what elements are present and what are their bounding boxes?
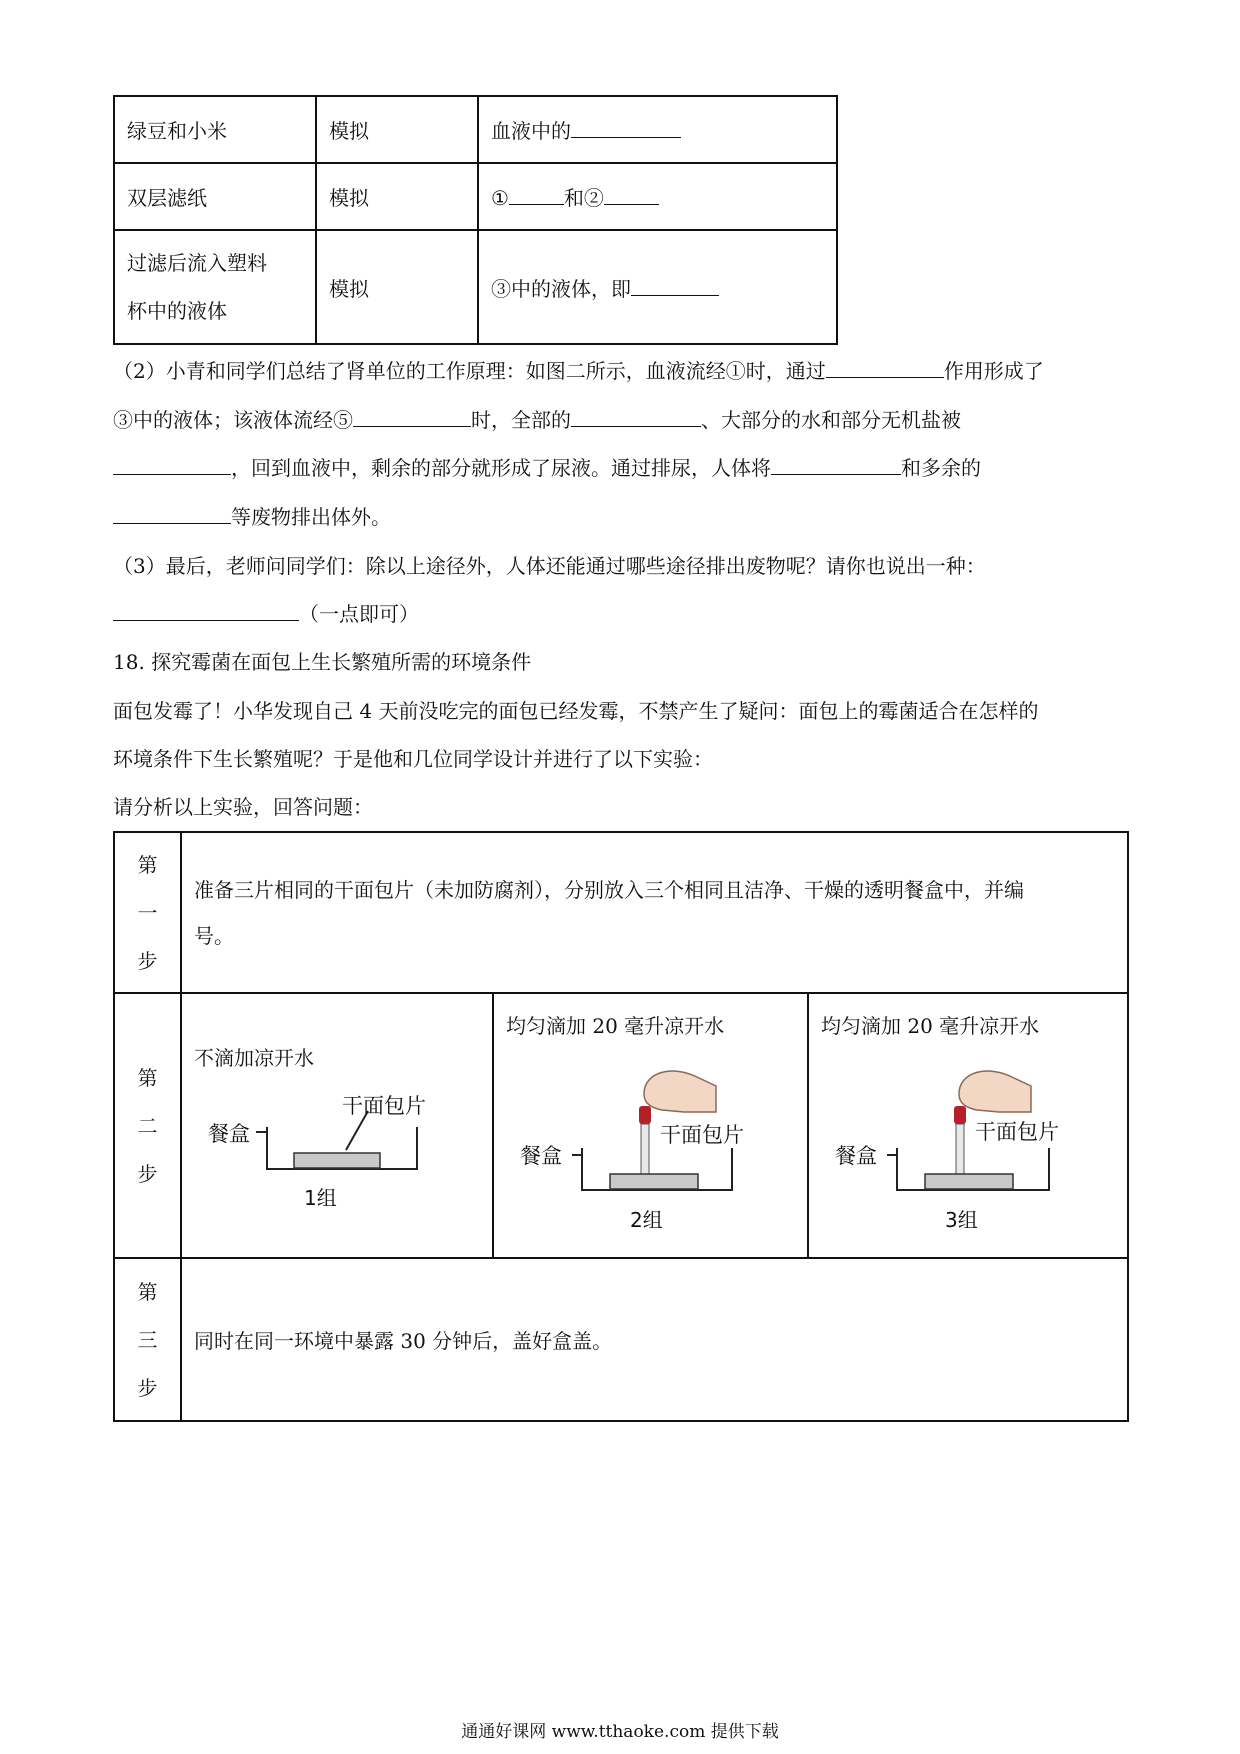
bread-label: 干面包片 <box>975 1120 1059 1144</box>
step-3-content: 同时在同一环境中暴露 30 分钟后，盖好盒盖。 <box>181 1258 1128 1421</box>
dry-bread-slice <box>610 1174 698 1189</box>
q3-line-2: （一点即可） <box>113 600 419 628</box>
bread-label: 干面包片 <box>660 1123 744 1147</box>
hand-icon <box>959 1071 1031 1112</box>
answer-blank[interactable] <box>113 600 299 621</box>
footer-watermark: 通通好课网 www.tthaoke.com 提供下载 <box>461 1722 779 1742</box>
q18-title: 18. 探究霉菌在面包上生长繁殖所需的环境条件 <box>113 650 532 674</box>
answer-blank[interactable] <box>571 406 701 427</box>
table-cell: 模拟 <box>316 163 478 230</box>
group-3-cell <box>808 993 1128 1258</box>
group-label: 3组 <box>945 1208 978 1232</box>
step-label: 第 二 步 <box>114 993 181 1258</box>
box-label: 餐盒 <box>208 1122 250 1146</box>
step-1-content: 准备三片相同的干面包片（未加防腐剂），分别放入三个相同且洁净、干燥的透明餐盒中，并编 号。 <box>181 832 1128 993</box>
table-cell: 过滤后流入塑料 杯中的液体 <box>114 230 316 344</box>
q18-para-3: 请分析以上实验，回答问题： <box>113 795 373 819</box>
table-row <box>114 163 837 230</box>
table-cell: ③中的液体，即 <box>478 230 837 344</box>
group-label: 2组 <box>630 1208 663 1232</box>
answer-blank[interactable] <box>826 357 944 378</box>
dropper-tube <box>641 1124 649 1176</box>
table-row <box>114 230 837 344</box>
q3-line-1: （3）最后，老师问同学们：除以上途径外，人体还能通过哪些途径排出废物呢？请你也说出一种： <box>113 554 986 578</box>
group-1-cell <box>181 993 493 1258</box>
experiment-table <box>113 831 1129 1422</box>
answer-blank[interactable] <box>509 184 564 205</box>
simulation-table <box>113 95 838 345</box>
bread-label: 干面包片 <box>342 1094 426 1118</box>
hand-icon <box>644 1071 716 1112</box>
box-label: 餐盒 <box>835 1144 877 1168</box>
group-label: 1组 <box>304 1186 337 1210</box>
table-cell: 模拟 <box>316 96 478 163</box>
answer-blank[interactable] <box>631 275 719 296</box>
answer-blank[interactable] <box>353 406 471 427</box>
q2-line-4: 等废物排出体外。 <box>113 503 391 531</box>
box-label: 餐盒 <box>520 1144 562 1168</box>
table-cell: 血液中的 <box>478 96 837 163</box>
table-cell: 双层滤纸 <box>114 163 316 230</box>
q18-para-1: 面包发霉了！小华发现自己 4 天前没吃完的面包已经发霉，不禁产生了疑问：面包上的霉菌适合在怎样的 <box>113 699 1039 723</box>
group-2-cell <box>493 993 808 1258</box>
dropper-bulb <box>954 1106 966 1124</box>
group-caption: 不滴加凉开水 <box>194 1046 314 1070</box>
step-label: 第 一 步 <box>114 832 181 993</box>
q2-line-1: （2）小青和同学们总结了肾单位的工作原理：如图二所示，血液流经①时，通过 作用形成了 <box>113 359 1044 383</box>
table-cell: ① 和② <box>478 163 837 230</box>
answer-blank[interactable] <box>771 454 901 475</box>
table-row <box>114 832 1128 993</box>
group-caption: 均匀滴加 20 毫升凉开水 <box>821 1014 1040 1038</box>
table-row <box>114 1258 1128 1421</box>
answer-blank[interactable] <box>571 117 681 138</box>
step-label: 第 三 步 <box>114 1258 181 1421</box>
dropper-bulb <box>639 1106 651 1124</box>
table-cell: 模拟 <box>316 230 478 344</box>
table-cell: 绿豆和小米 <box>114 96 316 163</box>
dropper-tube <box>956 1124 964 1176</box>
table-row <box>114 96 837 163</box>
dry-bread-slice <box>294 1153 380 1168</box>
answer-blank[interactable] <box>604 184 659 205</box>
group-caption: 均匀滴加 20 毫升凉开水 <box>506 1014 725 1038</box>
q18-para-2: 环境条件下生长繁殖呢？于是他和几位同学设计并进行了以下实验： <box>113 747 713 771</box>
q2-line-3: ，回到血液中，剩余的部分就形成了尿液。通过排尿，人体将 和多余的 <box>113 454 981 482</box>
table-row <box>114 993 1128 1258</box>
q2-line-2: ③中的液体；该液体流经⑤ 时，全部的 、大部分的水和部分无机盐被 <box>113 408 961 432</box>
answer-blank[interactable] <box>113 503 231 524</box>
answer-blank[interactable] <box>113 454 231 475</box>
dry-bread-slice <box>925 1174 1013 1189</box>
